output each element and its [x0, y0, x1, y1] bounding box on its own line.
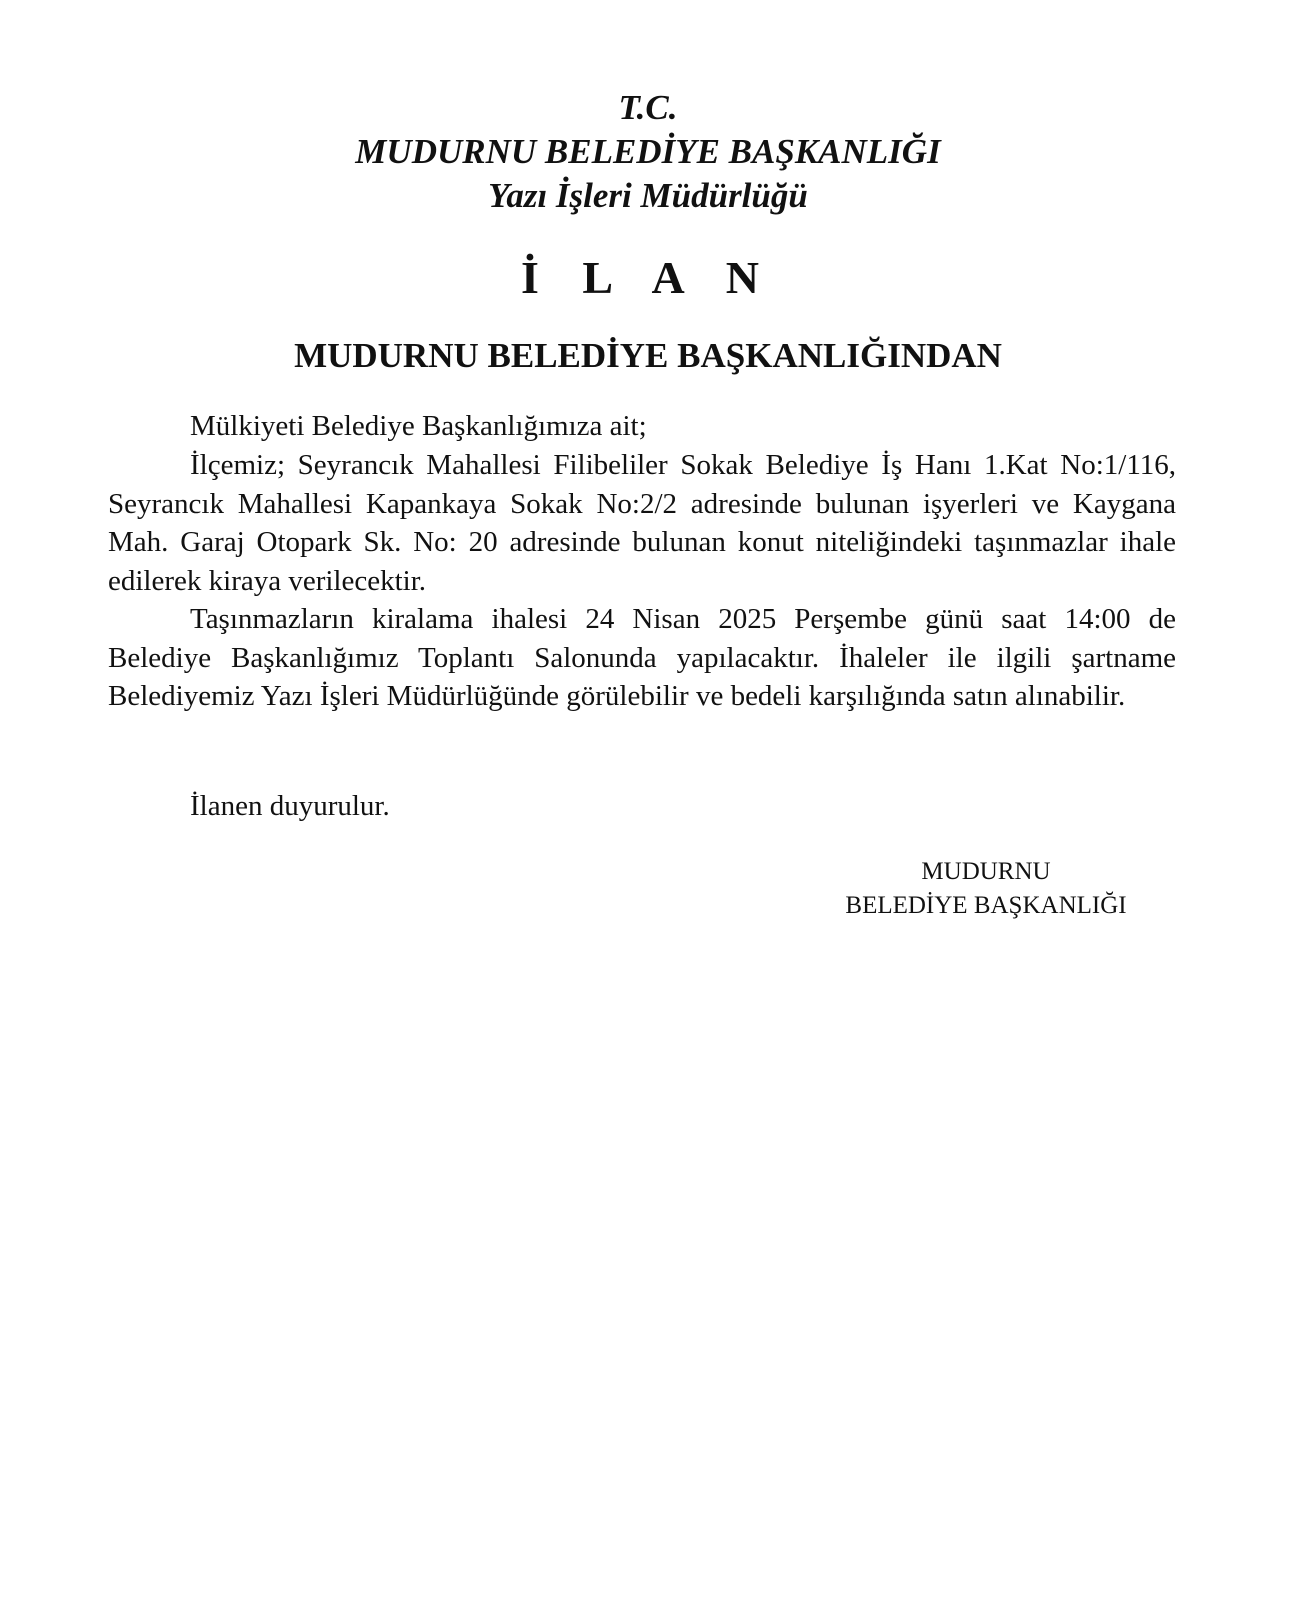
signature-line-1: MUDURNU — [921, 858, 1051, 885]
tender-paragraph — [108, 600, 1176, 716]
header-municipality: MUDURNU BELEDİYE BAŞKANLIĞI — [355, 132, 941, 171]
intro-paragraph — [108, 407, 1176, 446]
property-paragraph — [108, 446, 1176, 600]
signature-block — [796, 855, 1176, 923]
signature-line-2: BELEDİYE BAŞKANLIĞI — [845, 892, 1127, 919]
notice-title: İ L A N — [521, 252, 775, 303]
closing-text: İlanen duyurulur. — [190, 790, 390, 822]
header-department: Yazı İşleri Müdürlüğü — [488, 176, 808, 215]
intro-text: Mülkiyeti Belediye Başkanlığımıza ait; — [190, 410, 647, 442]
header-republic: T.C. — [618, 88, 678, 127]
tender-text: Taşınmazların kiralama ihalesi 24 Nisan 2025 Perşembe günü saat 14:00 de Belediye Başkanlığımız Toplantı Salonunda yapılacaktır. İhaleler ile ilgili şartname Belediyemiz Yazı İşleri Müdürlüğünde görülebilir ve bedeli karşılığında satın alınabilir. — [108, 603, 1176, 712]
property-text: İlçemiz; Seyrancık Mahallesi Filibeliler Sokak Belediye İş Hanı 1.Kat No:1/116, Seyrancık Mahallesi Kapankaya Sokak No:2/2 adresinde bulunan işyerleri ve Kaygana Mah. Garaj Otopark Sk. No: 20 adresinde bulunan konut niteliğindeki taşınmazlar ihale edilerek kiraya verilecektir. — [108, 449, 1176, 597]
issuer-heading: MUDURNU BELEDİYE BAŞKANLIĞINDAN — [294, 336, 1002, 375]
